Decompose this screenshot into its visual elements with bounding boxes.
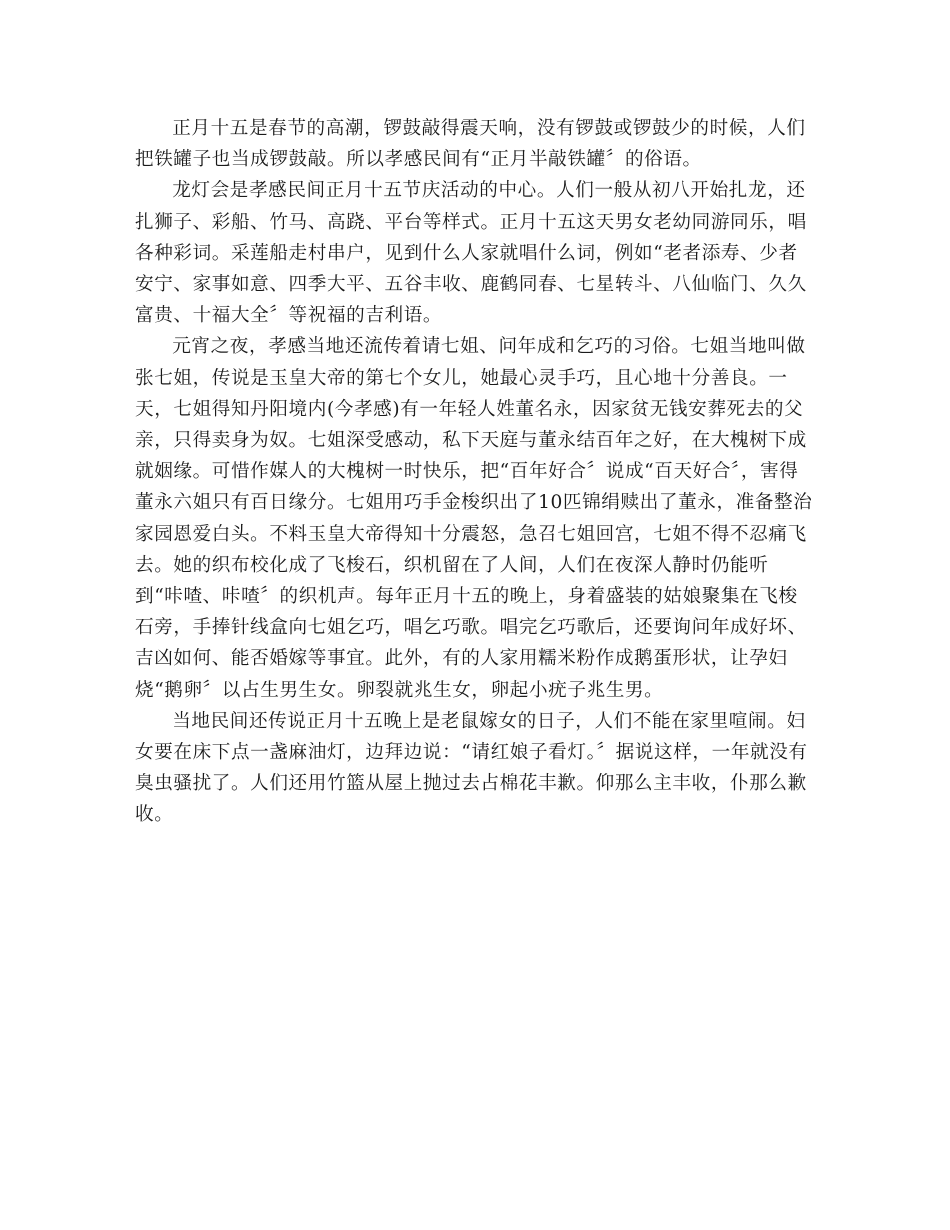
paragraph-seventh-sister: 元宵之夜，孝感当地还流传着请七姐、问年成和乞巧的习俗。七姐当地叫做张七姐，传说是玉皇大帝的第七个女儿，她最心灵手巧，且心地十分善良。一天，七姐得知丹阳境内(今孝感)有一年轻人姓董名永，因家贫无钱安葬死去的父亲，只得卖身为奴。七姐深受感动，私下天庭与董永结百年之好，在大槐树下成就姻缘。可惜作媒人的大槐树一时快乐，把“百年好合〞说成“百天好合〞，害得董永六姐只有百日缘分。七姐用巧手金梭织出了10匹锦绢赎出了董永，准备整治家园恩爱白头。不料玉皇大帝得知十分震怒，急召七姐回宫，七姐不得不忍痛飞去。她的织布校化成了飞梭石，织机留在了人间，人们在夜深人静时仍能听到“咔喳、咔喳〞的织机声。每年正月十五的晚上，身着盛装的姑娘聚集在飞梭石旁，手捧针线盒向七姐乞巧，唱乞巧歌。唱完乞巧歌后，还要询问年成好坏、吉凶如何、能否婚嫁等事宜。此外，有的人家用糯米粉作成鹅蛋形状，让孕妇烧“鹅卵〞以占生男生女。卵裂就兆生女，卵起小疣子兆生男。 <box>135 336 813 701</box>
paragraph-mouse-wedding: 当地民间还传说正月十五晚上是老鼠嫁女的日子，人们不能在家里喧闹。妇女要在床下点一盏麻油灯，边拜边说：“请红娘子看灯。〞据说这样，一年就没有臭虫骚扰了。人们还用竹篮从屋上抛过去占棉花丰歉。仰那么主丰收，仆那么歉收。 <box>135 710 808 826</box>
paragraph-dragon-lantern: 龙灯会是孝感民间正月十五节庆活动的中心。人们一般从初八开始扎龙，还扎狮子、彩船、竹马、高跷、平台等样式。正月十五这天男女老幼同游同乐，唱各种彩词。采莲船走村串户，见到什么人家就唱什么词，例如“老者添寿、少者安宁、家事如意、四季大平、五谷丰收、鹿鹤同春、七星转斗、八仙临门、久久富贵、十福大全〞等祝福的吉利语。 <box>135 180 807 327</box>
paragraph-lantern-festival: 正月十五是春节的高潮，锣鼓敲得震天响，没有锣鼓或锣鼓少的时候，人们把铁罐子也当成锣鼓敲。所以孝感民间有“正月半敲铁罐〞的俗语。 <box>135 118 806 171</box>
document-body <box>135 113 815 831</box>
